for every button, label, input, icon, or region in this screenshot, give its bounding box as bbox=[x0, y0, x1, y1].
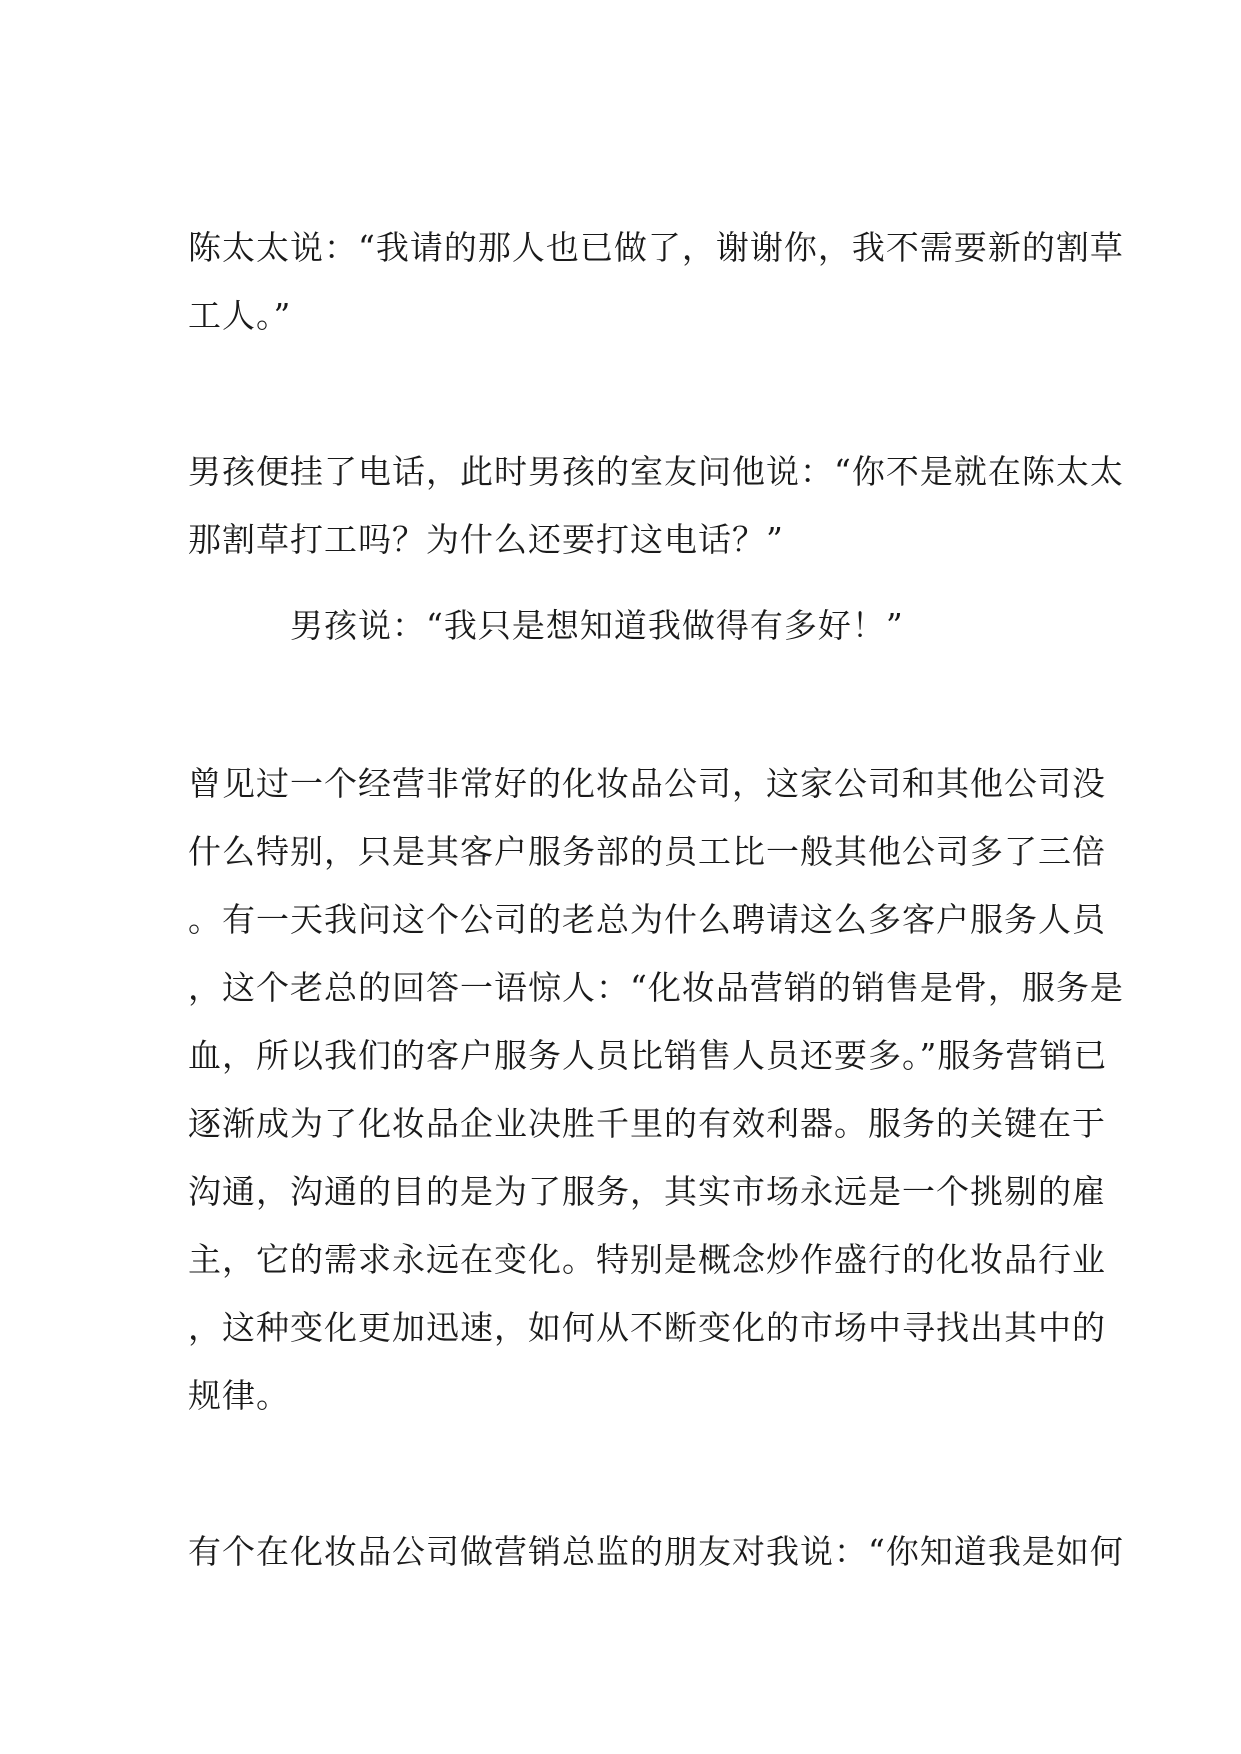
text-line-7: 什么特别，只是其客户服务部的员工比一般其他公司多了三倍 bbox=[188, 832, 1106, 871]
text-line-9: ，这个老总的回答一语惊人：“化妆品营销的销售是骨，服务是 bbox=[188, 968, 1124, 1007]
text-line-6: 曾见过一个经营非常好的化妆品公司，这家公司和其他公司没 bbox=[188, 764, 1106, 803]
text-line-10: 血，所以我们的客户服务人员比销售人员还要多。”服务营销已 bbox=[188, 1036, 1108, 1075]
text-line-11: 逐渐成为了化妆品企业决胜千里的有效利器。服务的关键在于 bbox=[188, 1104, 1106, 1143]
text-line-13: 主，它的需求永远在变化。特别是概念炒作盛行的化妆品行业 bbox=[188, 1240, 1106, 1279]
text-line-12: 沟通，沟通的目的是为了服务，其实市场永远是一个挑剔的雇 bbox=[188, 1172, 1106, 1211]
text-line-2: 工人。” bbox=[188, 296, 292, 335]
text-line-5: 男孩说：“我只是想知道我做得有多好！” bbox=[290, 606, 904, 645]
text-line-4: 那割草打工吗？为什么还要打这电话？” bbox=[188, 520, 784, 559]
text-line-16: 有个在化妆品公司做营销总监的朋友对我说：“你知道我是如何 bbox=[188, 1532, 1124, 1571]
text-line-3: 男孩便挂了电话，此时男孩的室友问他说：“你不是就在陈太太 bbox=[188, 452, 1124, 491]
text-line-15: 规律。 bbox=[188, 1376, 290, 1415]
text-line-14: ，这种变化更加迅速，如何从不断变化的市场中寻找出其中的 bbox=[188, 1308, 1106, 1347]
text-line-8: 。有一天我问这个公司的老总为什么聘请这么多客户服务人员 bbox=[188, 900, 1106, 939]
text-line-1: 陈太太说：“我请的那人也已做了，谢谢你，我不需要新的割草 bbox=[188, 228, 1124, 267]
